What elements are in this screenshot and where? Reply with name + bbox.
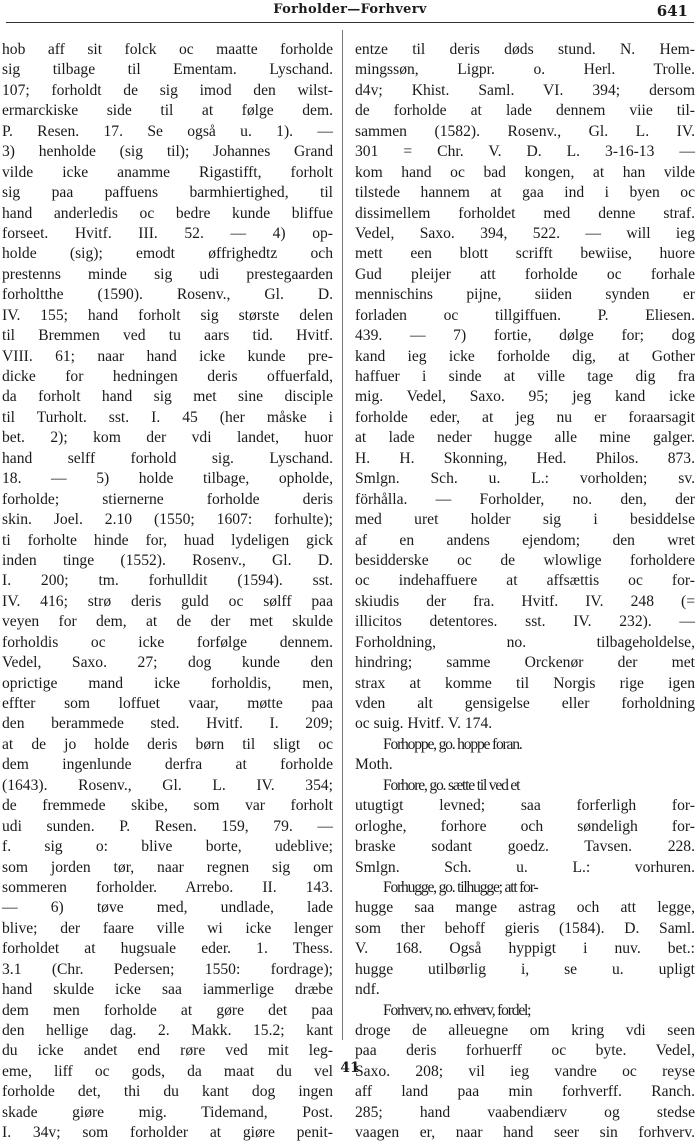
- text-line: som ther behoff gieris (1584). D. Saml.: [355, 919, 695, 937]
- text-line: som jorden tør, naar regnen sig om: [2, 858, 333, 876]
- text-line: forseet. Hvitf. III. 52. — 4) op-: [2, 224, 333, 242]
- text-line: oc indehaffuere at affsættis oc for-: [355, 572, 695, 590]
- text-line: ti forholte hinde for, huad lydeligen gick: [2, 531, 333, 549]
- text-line: de forholde at lade dennem viie til-: [355, 102, 695, 120]
- text-line: besidderske oc de wlowlige forholdere: [355, 551, 695, 569]
- left-column: [2, 40, 333, 1144]
- text-line: skade giøre mig. Tidemand, Post.: [2, 1103, 333, 1121]
- text-line: mennischins pijne, siiden synden er: [355, 286, 695, 304]
- text-line: forladen oc tillgiffuen. P. Eliesen.: [355, 306, 695, 324]
- text-line: Vedel, Saxo. 394, 522. — will ieg: [355, 224, 695, 242]
- text-line: 301 = Chr. V. D. L. 3-16-13 —: [355, 143, 695, 161]
- printer-signature: 41: [340, 1060, 360, 1076]
- text-line: med uret holder sig i besiddelse: [355, 511, 695, 529]
- text-line: hand selff forhold sig. Lyschand.: [2, 449, 333, 467]
- text-line: hugge utilbørlig i, se u. upligt: [355, 960, 695, 978]
- text-line: Smlgn. Sch. u. L.: vorhuren.: [355, 858, 695, 876]
- text-line: H. H. Skonning, Hed. Philos. 873.: [355, 449, 695, 467]
- text-line: d4v; Khist. Saml. VI. 394; dersom: [355, 81, 695, 99]
- text-line: IV. 416; strø deris guld oc sølff paa: [2, 592, 333, 610]
- text-line: hand skulde icke saa iammerlige dræbe: [2, 981, 333, 999]
- text-line: sig paa paffuens barmhiertighed, til: [2, 184, 333, 202]
- text-line: 18. — 5) holde tilbage, opholde,: [2, 470, 333, 488]
- text-line: at lade neder hugge alle mine galger.: [355, 429, 695, 447]
- text-line: dem men forholde at gøre det paa: [2, 1001, 333, 1019]
- text-line: tilstede hannem at gaa ind i byen oc: [355, 184, 695, 202]
- text-line: 285; hand vaabendiærv og stedse: [355, 1103, 695, 1121]
- text-line: — 6) tøve med, undlade, lade: [2, 899, 333, 917]
- page-title: Forholder—Forhverv: [273, 2, 427, 17]
- text-line: forholde eder, at jeg nu er foraarsagit: [355, 408, 695, 426]
- running-head: [0, 2, 700, 22]
- text-line: vaagen er, naar hand seer sin forhverv.: [355, 1124, 695, 1142]
- text-line: sammen (1582). Rosenv., Gl. L. IV.: [355, 122, 695, 140]
- text-line: du icke andet end røre ved mit leg-: [2, 1042, 333, 1060]
- right-column: [355, 40, 695, 1144]
- text-line: strax at komme til Norgis rige igen: [355, 674, 695, 692]
- text-line: orloghe, forhore och søndeligh for-: [355, 817, 695, 835]
- text-line: Forholdning, no. tilbageholdelse,: [355, 633, 695, 651]
- text-line: hugge saa mange astrag och att legge,: [355, 899, 695, 917]
- text-line: hindring; samme Orckenør der met: [355, 654, 695, 672]
- text-line: dicke for hedningen deris offuerfald,: [2, 368, 333, 385]
- text-line: effter som loffuet vaar, møtte paa: [2, 695, 333, 712]
- text-line: til Turholt. sst. I. 45 (her måske i: [2, 408, 333, 426]
- text-line: eme, liff oc gods, da maat du vel: [2, 1062, 333, 1080]
- text-line: (1643). Rosenv., Gl. L. IV. 354;: [2, 776, 333, 794]
- text-line: P. Resen. 17. Se også u. 1). —: [2, 122, 333, 140]
- text-line: forholtthe (1590). Rosenv., Gl. D.: [2, 286, 333, 304]
- text-line: mett een blott scrifft bewiise, huore: [355, 245, 695, 263]
- text-line: Forhoppe, go. hoppe foran.: [383, 735, 522, 753]
- page-number: 641: [656, 2, 688, 20]
- text-line: skiudis der fra. Hvitf. IV. 248 (=: [355, 592, 695, 610]
- text-line: utugtigt levned; saa forferligh for-: [355, 797, 695, 815]
- text-line: forholdis oc icke forfølge dennem.: [2, 633, 333, 651]
- text-line: haffuer i sinde at ville tage dig fra: [355, 368, 695, 385]
- text-line: sommeren forholder. Arrebo. II. 143.: [2, 878, 333, 896]
- text-line: paa deris forhuerff oc byte. Vedel,: [355, 1042, 695, 1060]
- text-line: dissimellem forholdet med denne straf.: [355, 204, 695, 222]
- text-line: mingssøn, Ligpr. o. Herl. Trolle.: [355, 61, 695, 79]
- text-line: V. 168. Også hyppigt i nuv. bet.:: [355, 940, 695, 958]
- text-line: kom hand oc bad kongen, at han vilde: [355, 163, 695, 181]
- text-line: udi sunden. P. Resen. 159, 79. —: [2, 817, 333, 835]
- text-line: forholde; stiernerne forholde deris: [2, 490, 333, 508]
- text-line: braske sodant goedz. Tavsen. 228.: [355, 838, 695, 856]
- text-line: forholde det, thi du kant dog ingen: [2, 1083, 333, 1101]
- text-line: droge de alleuegne om kring vdi seen: [355, 1022, 695, 1039]
- text-line: Forhore, go. sætte til ved et: [383, 776, 520, 794]
- text-line: veyen for dem, at de der met skulde: [2, 613, 333, 631]
- text-line: de fremmede skibe, som var forholt: [2, 797, 333, 815]
- text-line: holde (sig); emodt øffrighedtz och: [2, 245, 333, 263]
- text-line: I. 34v; som forholder at giøre penit-: [2, 1124, 333, 1142]
- text-line: hob aff sit folck oc maatte forholde: [2, 41, 333, 58]
- text-line: prestenns minde sig udi prestegaarden: [2, 265, 333, 283]
- text-line: kand ieg icke forholde dig, at Gother: [355, 347, 695, 365]
- text-line: Forhugge, go. tilhugge; att for-: [383, 878, 538, 896]
- text-line: ermarckiske side til at følge dem.: [2, 102, 333, 120]
- text-line: dem ingenlunde derfra at forholde: [2, 756, 333, 774]
- text-line: förhålla. — Forholder, no. den, der: [355, 490, 695, 508]
- text-line: forholdet at hugsuale eder. 1. Thess.: [2, 940, 333, 958]
- text-line: til Bremmen ved tu aars tid. Hvitf.: [2, 327, 333, 345]
- text-line: den berammede sted. Hvitf. I. 209;: [2, 715, 333, 733]
- text-line: vden alt gensigelse eller forholdning: [355, 695, 695, 712]
- text-line: Gud pleijer att forholde oc forhale: [355, 265, 695, 283]
- text-line: 107; forholdt de sig imod den wilst-: [2, 81, 333, 99]
- text-line: da forholt hand sig met sine disciple: [2, 388, 333, 406]
- text-line: oprictige mand icke forholdis, men,: [2, 674, 333, 692]
- text-line: VIII. 61; naar hand icke kunde pre-: [2, 347, 333, 365]
- text-line: f. sig o: blive borte, udeblive;: [2, 838, 333, 856]
- text-line: af en andens ejendom; den wret: [355, 531, 695, 549]
- column-divider: [342, 30, 343, 1040]
- text-line: aff land paa min forhverff. Ranch.: [355, 1083, 695, 1101]
- text-line: entze til deris døds stund. N. Hem-: [355, 41, 695, 58]
- text-line: IV. 155; hand forholt sig største delen: [2, 306, 333, 324]
- text-line: Forhverv, no. erhverv, fordel;: [383, 1001, 531, 1019]
- text-line: den hellige dag. 2. Makk. 15.2; kant: [2, 1022, 333, 1039]
- text-line: skin. Joel. 2.10 (1550; 1607: forhulte);: [2, 511, 333, 529]
- text-line: 439. — 7) fortie, dølge for; dog: [355, 327, 695, 345]
- text-line: I. 200; tm. forhulldit (1594). sst.: [2, 572, 333, 590]
- text-line: 3) henholde (sig til); Johannes Grand: [2, 143, 333, 161]
- text-line: oc suig. Hvitf. V. 174.: [355, 715, 493, 733]
- text-line: Saxo. 208; vil ieg vandre oc reyse: [355, 1062, 695, 1080]
- text-line: blive; der faare ville wi icke lenger: [2, 919, 333, 937]
- header-rule: [6, 22, 694, 23]
- text-line: Moth.: [355, 756, 393, 774]
- text-line: Vedel, Saxo. 27; dog kunde den: [2, 654, 333, 672]
- text-line: ndf.: [355, 981, 380, 999]
- text-line: 3.1 (Chr. Pedersen; 1550: fordrage);: [2, 960, 333, 978]
- text-line: illicitos detentores. sst. IV. 232). —: [355, 613, 695, 631]
- text-line: sig tilbage til Ementam. Lyschand.: [2, 61, 333, 79]
- text-line: at de jo holde deris børn til sligt oc: [2, 735, 333, 753]
- text-line: inden tinge (1552). Rosenv., Gl. D.: [2, 551, 333, 569]
- text-line: bet. 2); kom der vdi landet, huor: [2, 429, 333, 447]
- text-line: vilde icke anamme Rigastifft, forholt: [2, 163, 333, 181]
- text-line: Smlgn. Sch. u. L.: vorholden; sv.: [355, 470, 695, 488]
- text-line: hand anderledis oc bedre kunde bliffue: [2, 204, 333, 222]
- text-line: mig. Vedel, Saxo. 95; jeg kand icke: [355, 388, 695, 406]
